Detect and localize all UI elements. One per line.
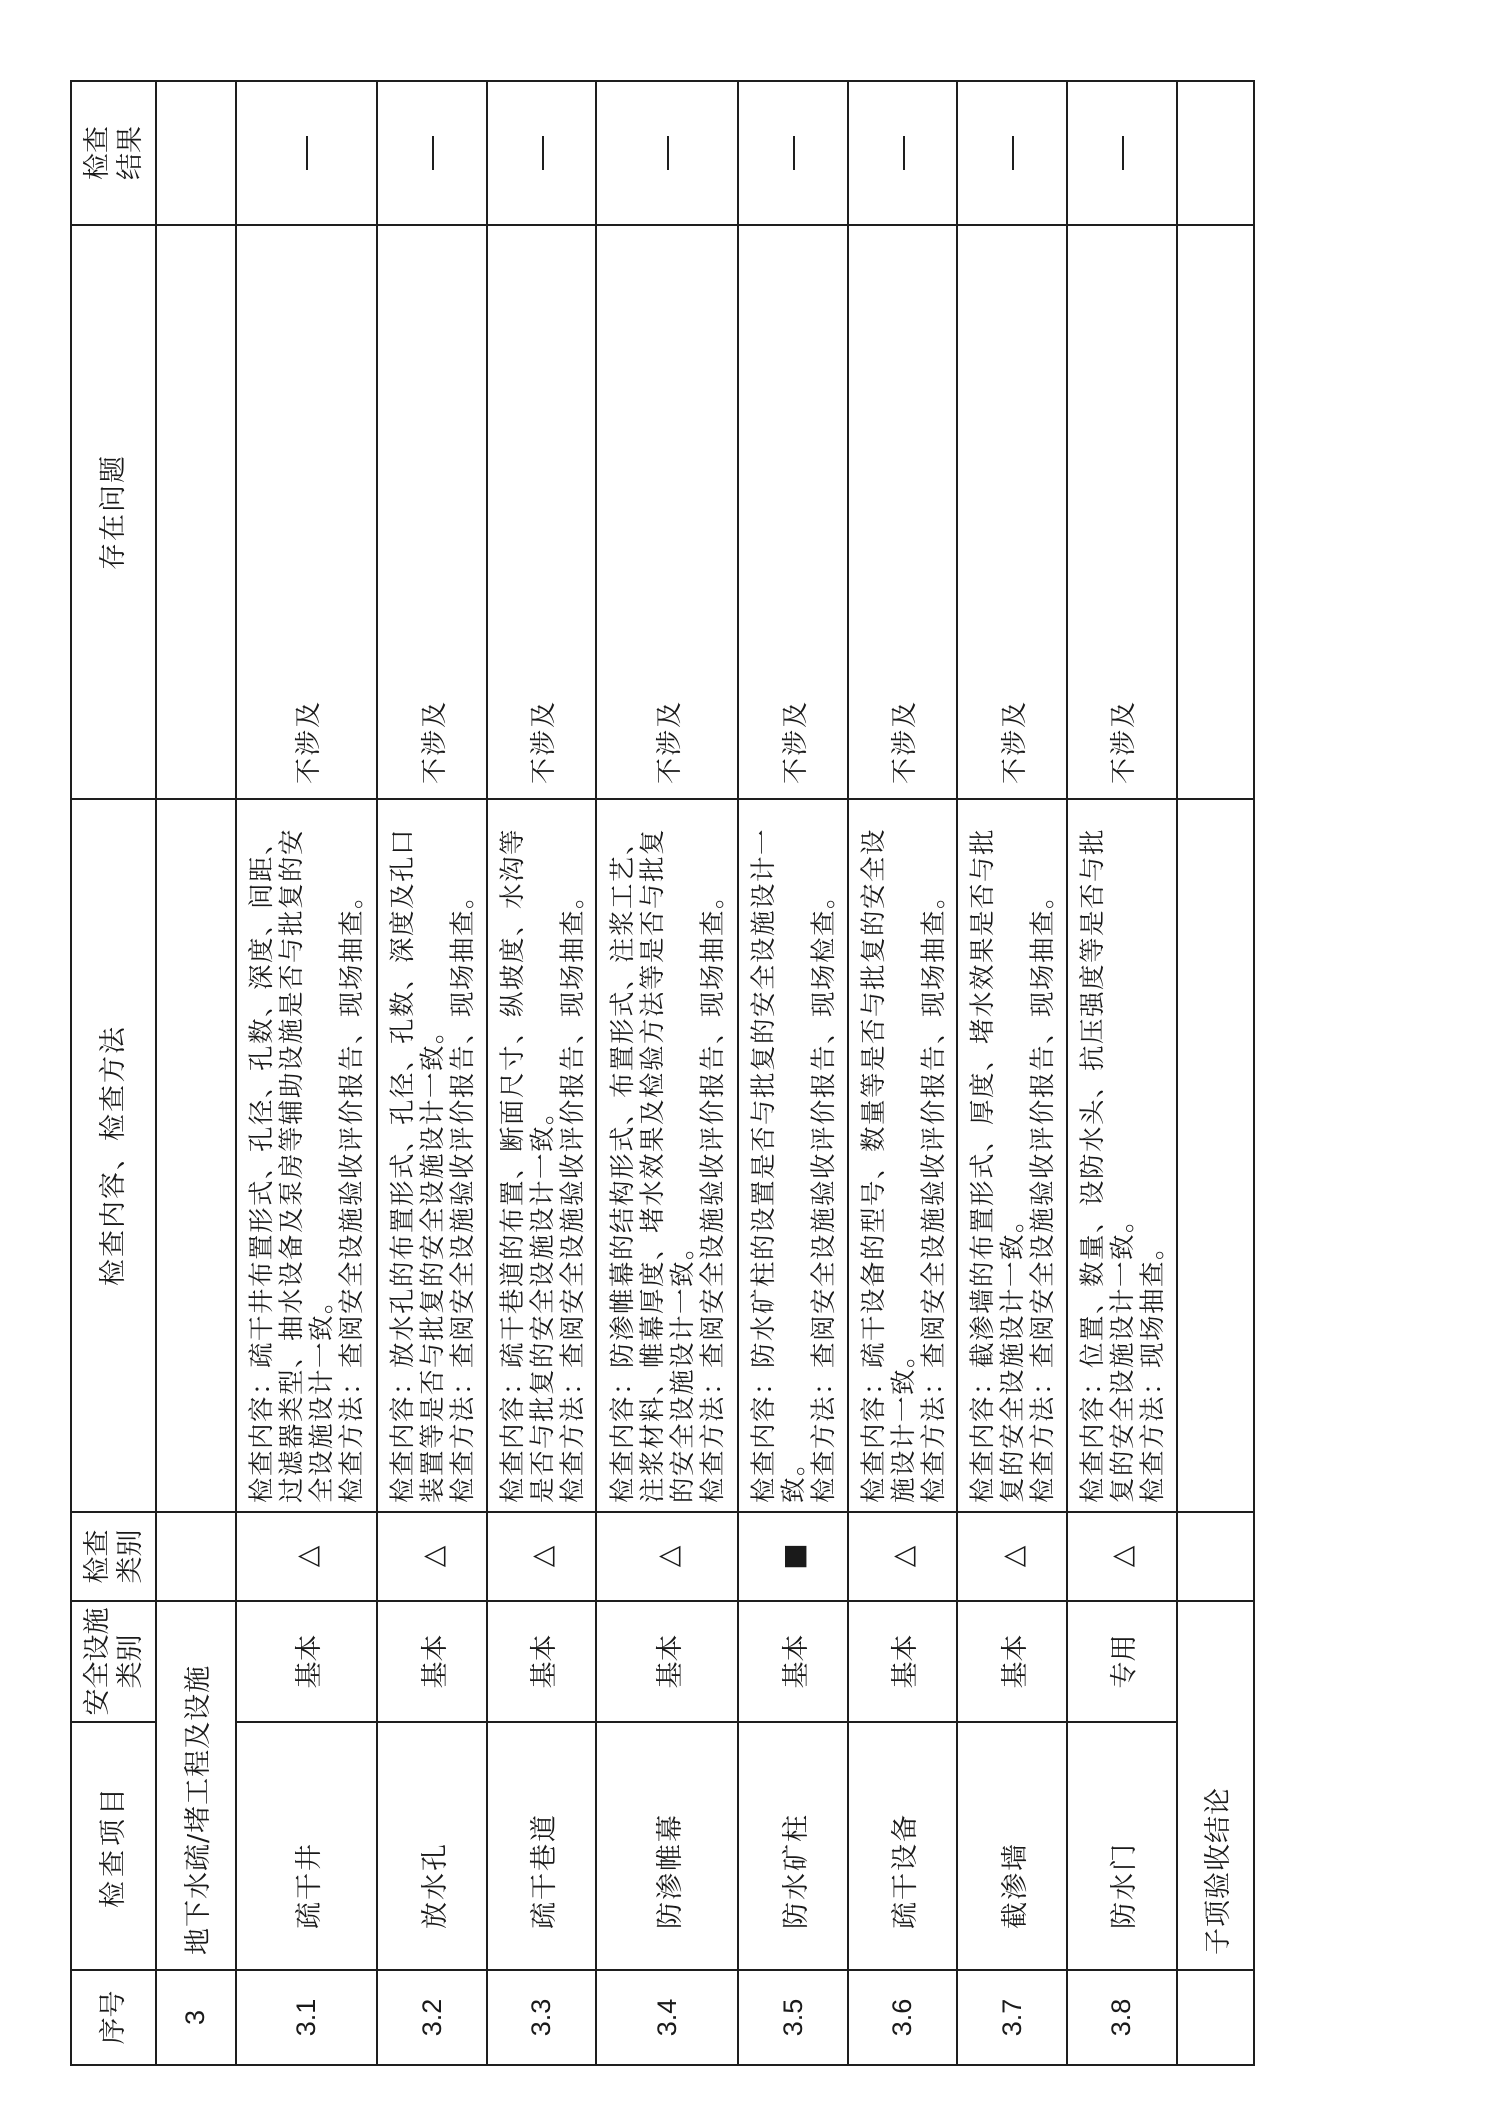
row-check-category-mark: △ [1067,1512,1177,1601]
header-seq: 序号 [71,1970,156,2065]
section-empty-cell [156,81,236,225]
check-method-text: 检查方法：查阅安全设施验收评价报告、现场抽查。 [337,881,368,1503]
row-issue: 不涉及 [487,225,597,799]
check-content-text: 检查内容：截渗墙的布置形式、厚度、堵水效果是否与批复的安全设施设计一致。 [968,827,1029,1503]
header-item: 检查项目 [71,1722,156,1970]
row-result [236,81,378,225]
check-content-text: 检查内容：防水矿柱的设置是否与批复的安全设施设计一致。 [749,827,810,1503]
check-content-text: 检查内容：防渗帷幕的结构形式、布置形式、注浆工艺、注浆材料、帷幕厚度、堵水效果及检验方法等是否与批复的安全设施设计一致。 [608,827,699,1503]
check-method-text: 检查方法：查阅安全设施验收评价报告、现场抽查。 [557,881,588,1503]
header-content-method: 检查内容、检查方法 [71,799,156,1512]
summary-empty-seq [1177,1970,1254,2065]
row-issue: 不涉及 [377,225,487,799]
row-seq: 3.6 [848,1970,958,2065]
row-result [957,81,1067,225]
row-item-name: 防水门 [1067,1722,1177,1970]
row-seq: 3.7 [957,1970,1067,2065]
result-dash-mark [542,136,544,170]
row-item-name: 防渗帷幕 [596,1722,738,1970]
row-issue: 不涉及 [1067,225,1177,799]
row-facility-category: 基本 [377,1601,487,1722]
summary-empty-cell [1177,799,1254,1512]
row-check-category-mark: △ [377,1512,487,1601]
section-empty-cell [156,799,236,1512]
row-item-name: 疏干设备 [848,1722,958,1970]
row-content-method [487,799,597,1512]
row-check-category-mark: △ [957,1512,1067,1601]
row-facility-category: 基本 [487,1601,597,1722]
check-content-text: 检查内容：放水孔的布置形式、孔径、孔数、深度及孔口装置等是否与批复的安全设施设计一致。 [388,827,449,1503]
check-content-text: 检查内容：疏干设备的型号、数量等是否与批复的安全设施设计一致。 [858,827,919,1503]
table-row [738,81,848,2065]
summary-label: 子项验收结论 [1177,1601,1254,1970]
row-result [738,81,848,225]
table-row [1067,81,1177,2065]
check-method-text: 检查方法：查阅安全设施验收评价报告、现场抽查。 [698,881,729,1503]
section-row [156,81,236,2065]
row-seq: 3.4 [596,1970,738,2065]
table-row [957,81,1067,2065]
check-method-text: 检查方法：查阅安全设施验收评价报告、现场检查。 [809,881,840,1503]
check-content-text: 检查内容：疏干井布置形式、孔径、孔数、深度、间距、过滤器类型、抽水设备及泵房等辅助设施是否与批复的安全设施设计一致。 [247,827,338,1503]
header-facility-category: 安全设施 类别 [71,1601,156,1722]
row-issue: 不涉及 [738,225,848,799]
result-dash-mark [903,136,905,170]
row-item-name: 疏干巷道 [487,1722,597,1970]
row-item-name: 疏干井 [236,1722,378,1970]
summary-empty-cell [1177,225,1254,799]
row-result [596,81,738,225]
table-row [236,81,378,2065]
section-item: 地下水疏/堵工程及设施 [156,1601,236,1970]
section-empty-cell [156,225,236,799]
result-dash-mark [432,136,434,170]
row-check-category-mark: ■ [738,1512,848,1601]
table-row [487,81,597,2065]
row-seq: 3.5 [738,1970,848,2065]
row-item-name: 放水孔 [377,1722,487,1970]
table-row [596,81,738,2065]
row-facility-category: 基本 [738,1601,848,1722]
row-content-method [377,799,487,1512]
header-issues: 存在问题 [71,225,156,799]
row-facility-category: 基本 [236,1601,378,1722]
result-dash-mark [667,136,669,170]
check-content-text: 检查内容：疏干巷道的布置、断面尺寸、纵坡度、水沟等是否与批复的安全设施设计一致。 [497,827,558,1503]
row-content-method [1067,799,1177,1512]
rotated-table-container [70,82,1255,2066]
row-seq: 3.8 [1067,1970,1177,2065]
row-result [377,81,487,225]
row-issue: 不涉及 [848,225,958,799]
inspection-table [70,80,1255,2066]
header-row [71,81,156,2065]
row-item-name: 截渗墙 [957,1722,1067,1970]
row-facility-category: 基本 [596,1601,738,1722]
row-content-method [738,799,848,1512]
header-check-category: 检查 类别 [71,1512,156,1601]
row-seq: 3.1 [236,1970,378,2065]
check-method-text: 检查方法：查阅安全设施验收评价报告、现场抽查。 [918,881,949,1503]
section-empty-cell [156,1512,236,1601]
row-check-category-mark: △ [596,1512,738,1601]
row-issue: 不涉及 [236,225,378,799]
row-facility-category: 基本 [848,1601,958,1722]
row-check-category-mark: △ [236,1512,378,1601]
table-row [848,81,958,2065]
summary-empty-cell [1177,81,1254,225]
row-result [487,81,597,225]
row-result [848,81,958,225]
row-issue: 不涉及 [957,225,1067,799]
row-item-name: 防水矿柱 [738,1722,848,1970]
result-dash-mark [793,136,795,170]
row-content-method [848,799,958,1512]
row-content-method [957,799,1067,1512]
summary-empty-cell [1177,1512,1254,1601]
result-dash-mark [306,136,308,170]
row-content-method [236,799,378,1512]
row-check-category-mark: △ [487,1512,597,1601]
row-seq: 3.3 [487,1970,597,2065]
row-content-method [596,799,738,1512]
check-content-text: 检查内容：位置、数量、设防水头、抗压强度等是否与批复的安全设施设计一致。 [1077,827,1138,1503]
header-result: 检查 结果 [71,81,156,225]
row-facility-category: 专用 [1067,1601,1177,1722]
result-dash-mark [1012,136,1014,170]
row-seq: 3.2 [377,1970,487,2065]
check-method-text: 检查方法：查阅安全设施验收评价报告、现场抽查。 [448,881,479,1503]
row-facility-category: 基本 [957,1601,1067,1722]
row-result [1067,81,1177,225]
table-row [377,81,487,2065]
check-method-text: 检查方法：现场抽查。 [1137,1232,1168,1503]
result-dash-mark [1122,136,1124,170]
summary-row [1177,81,1254,2065]
check-method-text: 检查方法：查阅安全设施验收评价报告、现场抽查。 [1028,881,1059,1503]
section-seq: 3 [156,1970,236,2065]
row-check-category-mark: △ [848,1512,958,1601]
row-issue: 不涉及 [596,225,738,799]
